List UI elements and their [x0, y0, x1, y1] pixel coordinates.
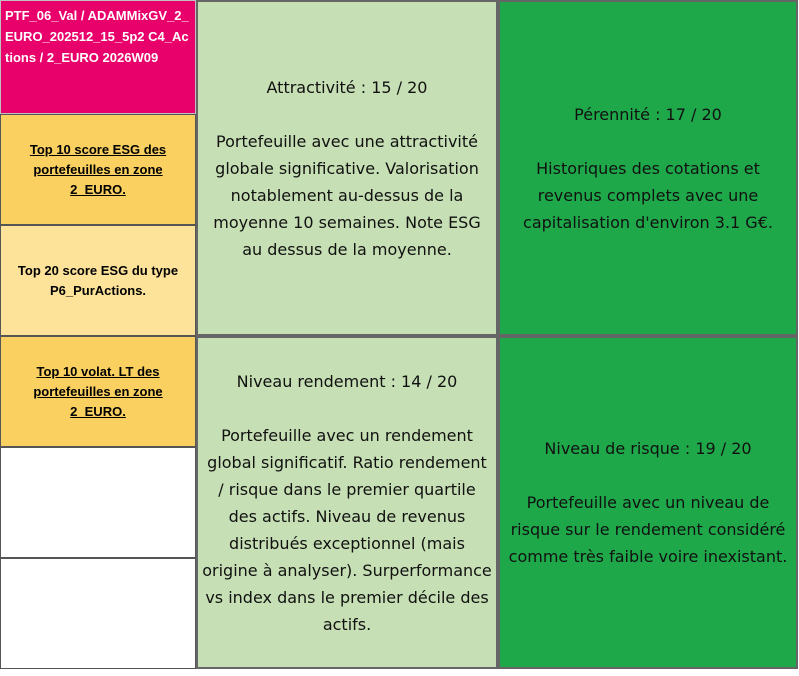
empty-cell	[0, 447, 196, 558]
risque-title: Niveau de risque : 19 / 20	[544, 439, 752, 458]
badge-label: Top 20 score ESG du type P6_PurActions.	[17, 262, 179, 298]
empty-cell	[0, 558, 196, 669]
badge-label: Top 10 score ESG des portefeuilles en zone 2_EURO.	[29, 141, 167, 197]
perennite-text: Historiques des cotations et revenus complets avec une capitalisation d'environ 3.1 G€.	[523, 158, 773, 232]
badge-label: Top 10 volat. LT des portefeuilles en zone 2_EURO.	[33, 363, 163, 419]
badge-top10-esg-zone[interactable]	[0, 114, 196, 225]
risque-panel	[498, 336, 798, 669]
risque-text: Portefeuille avec un niveau de risque sur le rendement considéré comme très faible voire inexistant.	[508, 493, 788, 566]
rendement-title: Niveau rendement : 14 / 20	[236, 371, 458, 391]
perennite-title: Pérennité : 17 / 20	[574, 104, 722, 124]
badge-top20-esg-type	[0, 225, 196, 336]
portfolio-header: PTF_06_Val / ADAMMixGV_2_EURO_202512_15_5p2 C4_Actions / 2_EURO 2026W09	[0, 0, 196, 114]
attractivite-text: Portefeuille avec une attractivité globale significative. Valorisation notablement au-dessus de la moyenne 10 semaines. Note ESG au dessus de la moyenne.	[213, 131, 481, 259]
rendement-text: Portefeuille avec un rendement global significatif. Ratio rendement / risque dans le premier quartile des actifs. Niveau de revenus distribués exceptionnel (mais origine à analyser). Surperformance vs index dans le premier décile des actifs.	[202, 425, 492, 634]
badge-top10-volat-zone[interactable]	[0, 336, 196, 447]
attractivite-panel	[196, 0, 498, 336]
perennite-panel	[498, 0, 798, 336]
attractivite-title: Attractivité : 15 / 20	[266, 77, 428, 97]
rendement-panel	[196, 336, 498, 669]
